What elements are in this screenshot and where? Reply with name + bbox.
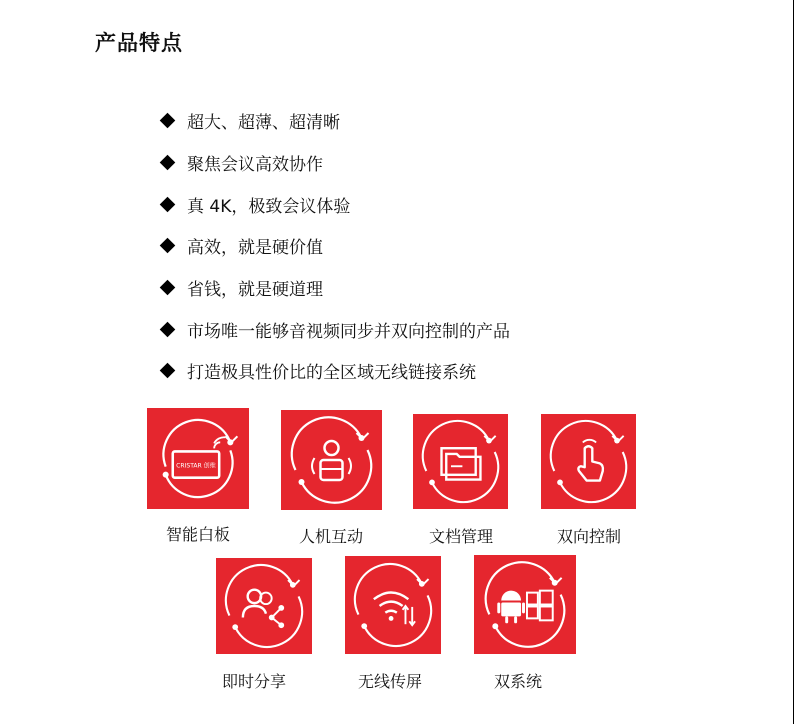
- diamond-bullet-icon: [160, 238, 176, 254]
- smart-whiteboard-icon: [147, 408, 249, 509]
- feature-item: [160, 267, 510, 309]
- feature-tile-wireless-screen: [345, 556, 441, 654]
- tile-label: 无线传屏: [357, 672, 422, 691]
- feature-item: [160, 142, 510, 184]
- folder-icon: [413, 414, 508, 509]
- feature-tile-instant-share: [216, 558, 312, 654]
- tile-label: 智能白板: [165, 525, 230, 544]
- feature-text: 省钱，就是硬道理: [187, 280, 323, 301]
- feature-tile-dual-system: [474, 555, 576, 654]
- feature-list: [160, 100, 510, 392]
- feature-item: [160, 225, 510, 267]
- page-right-border: [793, 0, 794, 724]
- feature-item: [160, 183, 510, 225]
- tile-label: 双向控制: [556, 527, 621, 546]
- feature-text: 超大、超薄、超清晰: [187, 113, 340, 134]
- share-users-icon: [216, 558, 312, 654]
- feature-tile-document-management: [413, 414, 508, 509]
- wifi-transfer-icon: [345, 556, 441, 654]
- feature-text: 真 4K，极致会议体验: [187, 196, 351, 217]
- feature-item: [160, 100, 510, 142]
- diamond-bullet-icon: [160, 113, 176, 129]
- touch-hand-icon: [541, 414, 636, 509]
- diamond-bullet-icon: [160, 280, 176, 296]
- feature-tile-two-way-control: [541, 414, 636, 509]
- tile-label: 文档管理: [428, 527, 493, 546]
- tile-label: 双系统: [493, 672, 542, 691]
- feature-tile-smart-whiteboard: [147, 408, 249, 509]
- feature-item: [160, 350, 510, 392]
- feature-item: [160, 308, 510, 350]
- human-interaction-icon: [281, 410, 382, 510]
- feature-text: 打造极具性价比的全区域无线链接系统: [187, 363, 476, 384]
- diamond-bullet-icon: [160, 155, 176, 171]
- feature-tile-human-interaction: [281, 410, 382, 510]
- tile-label: 即时分享: [221, 672, 286, 691]
- feature-text: 市场唯一能够音视频同步并双向控制的产品: [187, 321, 510, 342]
- feature-text: 高效，就是硬价值: [187, 238, 323, 259]
- diamond-bullet-icon: [160, 363, 176, 379]
- feature-text: 聚焦会议高效协作: [187, 155, 323, 176]
- section-title: 产品特点: [95, 31, 183, 55]
- diamond-bullet-icon: [160, 322, 176, 338]
- tile-label: 人机互动: [298, 527, 363, 546]
- android-windows-icon: [474, 555, 576, 654]
- diamond-bullet-icon: [160, 196, 176, 212]
- whiteboard-brand-text: CRISTAR 创维: [176, 462, 216, 470]
